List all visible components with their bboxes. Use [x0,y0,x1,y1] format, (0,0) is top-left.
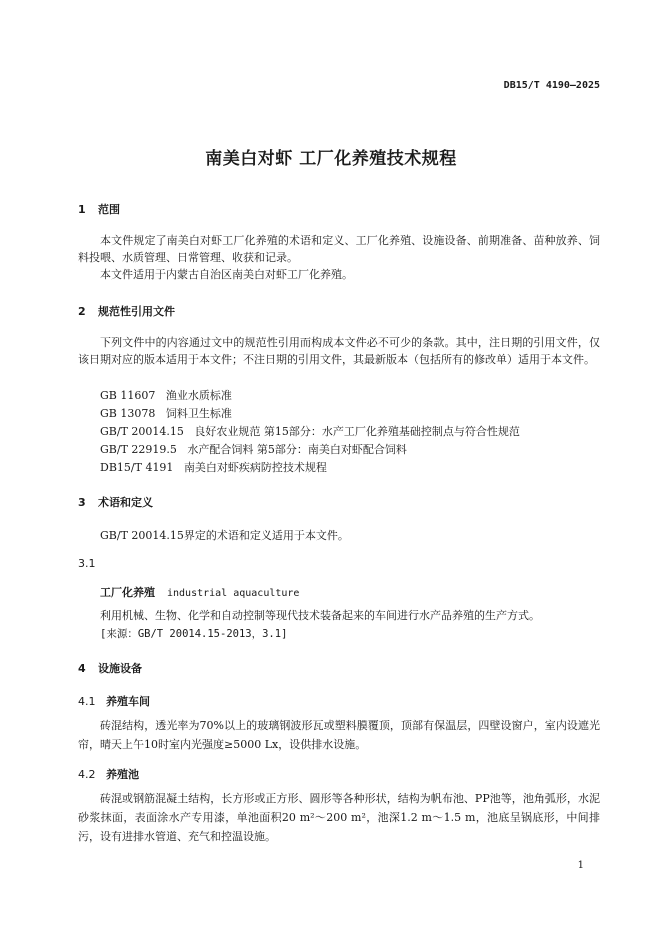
section-1-paragraph-2: 本文件适用于内蒙古自治区南美白对虾工厂化养殖。 [100,268,353,281]
section-title: 术语和定义 [98,496,153,509]
reference-name: 南美白对虾疾病防控技术规程 [183,461,327,474]
reference-code: DB15/T 4191 [100,461,174,474]
reference-code: GB/T 20014.15 [100,425,184,438]
subsection-4-2-text: 砖混或钢筋混凝土结构，长方形或正方形、圆形等各种形状，结构为帆布池、PP池等，池角弧形，水泥砂浆抹面，表面涂水产专用漆，单池面积20 m²～200 m²，池深1.2 m～1.5 m，池底呈锅底形，中间排污，设有进排水管道、充气和控温设施。 [78,792,600,843]
reference-code: GB 11607 [100,389,156,402]
term-source: [来源：GB/T 20014.15-2013，3.1] [100,628,288,640]
reference-name: 水产配合饲料 第5部分：南美白对虾配合饲料 [187,443,407,456]
subsection-3-1-number: 3.1 [78,557,96,570]
reference-name: 良好农业规范 第15部分：水产工厂化养殖基础控制点与符合性规范 [194,425,520,438]
reference-name: 渔业水质标准 [165,389,232,402]
subsection-number: 4.2 [78,768,96,781]
subsection-4-2-heading [78,766,139,782]
section-title: 规范性引用文件 [98,305,175,318]
reference-item [100,387,232,403]
term-entry [100,581,299,600]
section-number: 3 [78,496,86,509]
section-2-intro: 下列文件中的内容通过文中的规范性引用而构成本文件必不可少的条款。其中，注日期的引用文件，仅该日期对应的版本适用于本文件；不注日期的引用文件，其最新版本（包括所有的修改单）适用于本文件。 [78,336,600,366]
subsection-title: 养殖车间 [106,695,150,708]
term-chinese: 工厂化养殖 [100,586,155,599]
section-number: 4 [78,662,86,675]
reference-item [100,423,520,439]
section-1-heading [78,201,120,217]
section-title: 设施设备 [98,662,142,675]
reference-item [100,459,327,475]
section-2-heading [78,303,175,319]
document-code: DB15/T 4190—2025 [503,80,600,91]
subsection-number: 4.1 [78,695,96,708]
subsection-4-1-heading [78,693,150,709]
section-number: 1 [78,203,86,216]
reference-item [100,405,232,421]
reference-code: GB 13078 [100,407,156,420]
term-definition: 利用机械、生物、化学和自动控制等现代技术装备起来的车间进行水产品养殖的生产方式。 [100,609,540,622]
reference-name: 饲料卫生标准 [165,407,232,420]
section-3-heading [78,494,153,510]
section-3-paragraph: GB/T 20014.15界定的术语和定义适用于本文件。 [100,529,349,542]
subsection-title: 养殖池 [106,768,139,781]
section-4-heading [78,660,142,676]
document-title: 南美白对虾 工厂化养殖技术规程 [205,149,457,169]
section-title: 范围 [98,203,120,216]
section-number: 2 [78,305,86,318]
reference-code: GB/T 22919.5 [100,443,177,456]
subsection-4-1-text: 砖混结构，透光率为70%以上的玻璃钢波形瓦或塑料膜覆顶，顶部有保温层，四壁设窗户，室内设遮光帘，晴天上午10时室内光强度≥5000 Lx，设供排水设施。 [78,719,600,751]
page-number: 1 [577,860,584,871]
term-english: industrial aquaculture [167,588,300,599]
section-1-paragraph-1: 本文件规定了南美白对虾工厂化养殖的术语和定义、工厂化养殖、设施设备、前期准备、苗种放养、饲料投喂、水质管理、日常管理、收获和记录。 [78,234,600,264]
reference-item [100,441,407,457]
